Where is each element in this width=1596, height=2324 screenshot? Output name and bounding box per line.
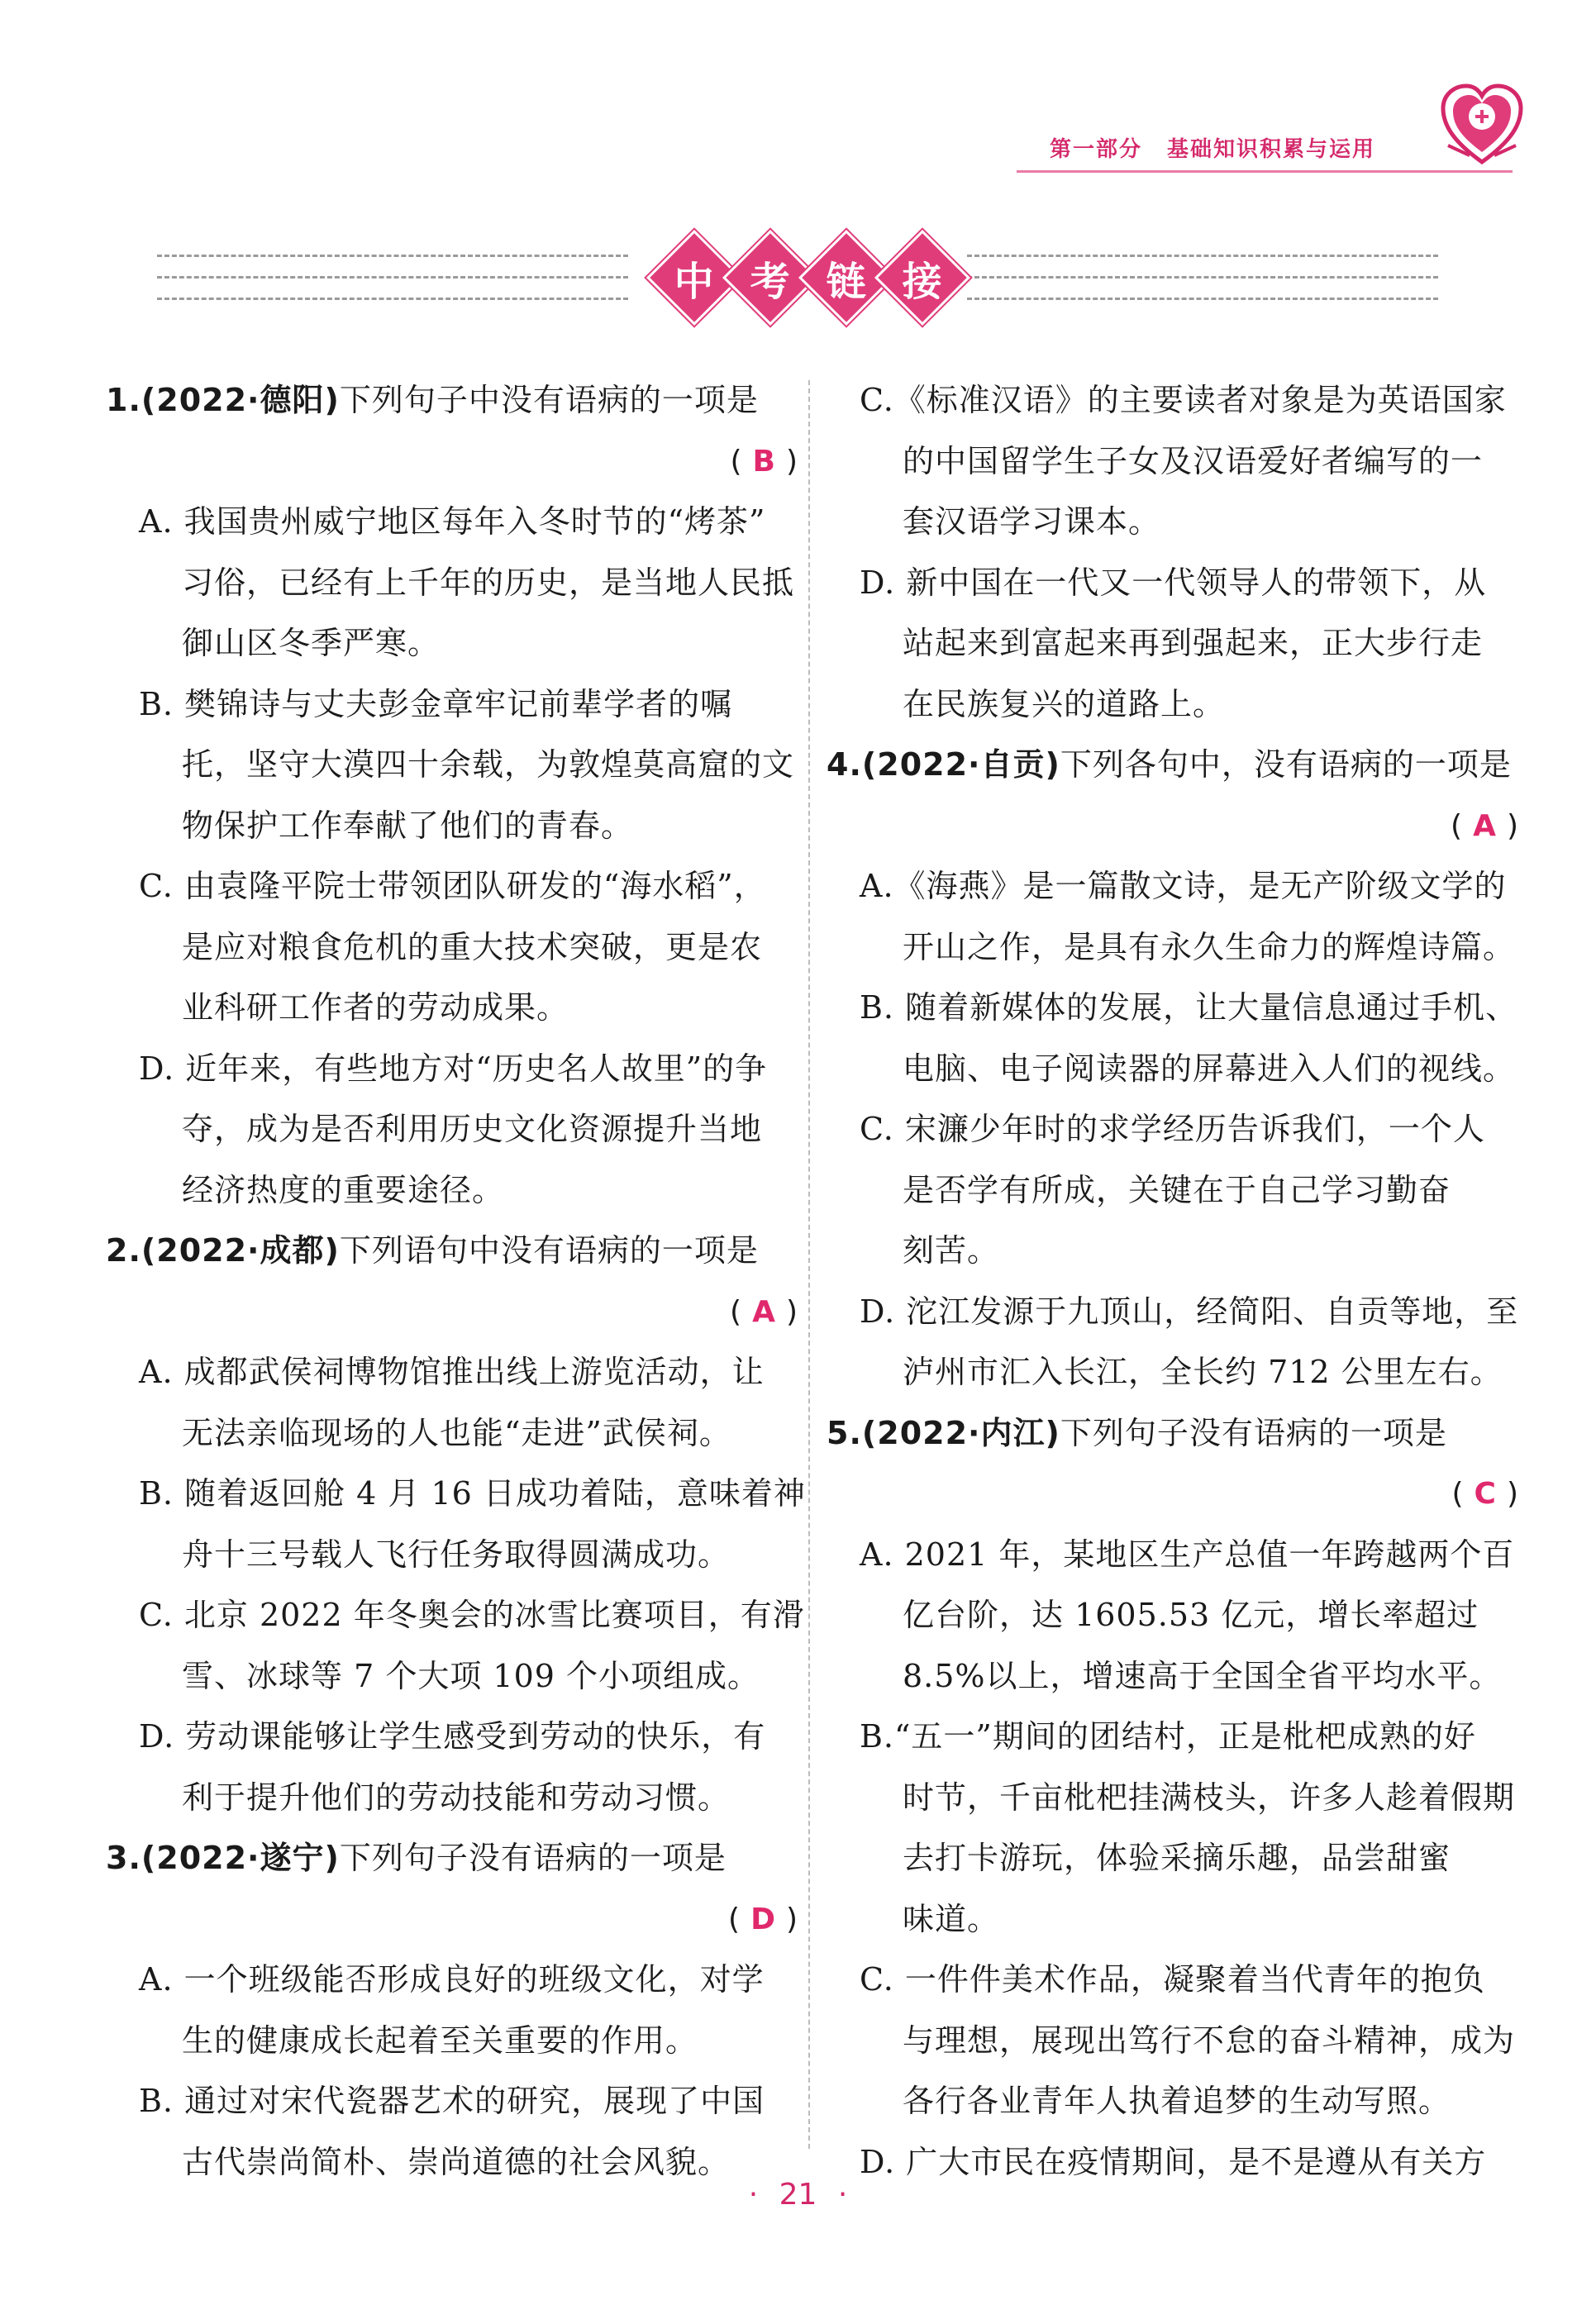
answer-bracket-close: ) [1506,808,1519,843]
answer-bracket [827,1464,1537,1525]
option-line: C. 一件件美术作品，凝聚着当代青年的抱负 [860,1961,1485,1998]
left-column [106,370,817,2193]
question-text: 下列句子没有语病的一项是 [1060,1414,1447,1451]
option-line: D. 广大市民在疫情期间，是不是遵从有关方 [860,2143,1487,2180]
answer-bracket-open: ( [730,444,743,479]
option-line: D. 近年来，有些地方对“历史名人故里”的争 [139,1050,768,1087]
question-source: (2022·遂宁) [141,1840,340,1876]
banner-dash-left-bottom [157,298,628,300]
option-continuation: 时节，千亩枇杷挂满枝头，许多人趁着假期 [903,1779,1516,1816]
answer-letter: B [752,444,776,479]
option-continuation: 在民族复兴的道路上。 [903,685,1226,722]
option-line: D. 新中国在一代又一代领导人的带领下，从 [860,564,1487,601]
banner-char-3: 链 [798,230,894,326]
header-underline [1017,170,1513,173]
page-number-value: 21 [779,2178,817,2212]
option-line: A.《海燕》是一篇散文诗，是无产阶级文学的 [860,868,1507,904]
question-number: 1. [106,382,141,418]
answer-bracket-open: ( [1451,1477,1465,1511]
answer-letter: C [1474,1477,1497,1511]
option-continuation: 业科研工作者的劳动成果。 [182,989,569,1026]
section-banner [157,240,1438,314]
banner-title [655,244,943,310]
header-text [1050,132,1400,163]
option-line: C. 宋濂少年时的求学经历告诉我们，一个人 [860,1111,1485,1147]
option-line: D. 沱江发源于九顶山，经简阳、自贡等地，至 [860,1293,1519,1330]
option-continuation: 套汉语学习课本。 [903,503,1161,540]
option-line: C.《标准汉语》的主要读者对象是为英语国家 [860,382,1507,418]
option-continuation: 与理想，展现出笃行不怠的奋斗精神，成为 [903,2022,1516,2059]
option-continuation: 站起来到富起来再到强起来，正大步行走 [903,625,1484,661]
option-continuation: 去打卡游玩，体验采摘乐趣，品尝甜蜜 [903,1840,1451,1876]
question-source: (2022·内江) [861,1414,1060,1451]
option-continuation: 各行各业青年人执着追梦的生动写照。 [903,2083,1451,2119]
header-section: 基础知识积累与运用 [1167,137,1376,162]
option-continuation: 是否学有所成，关键在于自己学习勤奋 [903,1171,1451,1208]
page-number-dot-left: · [748,2178,759,2212]
answer-bracket-close: ) [785,444,798,479]
option-continuation: 泸州市汇入长江，全长约 712 公里左右。 [903,1354,1503,1390]
option-continuation: 生的健康成长起着至关重要的作用。 [182,2022,698,2059]
option-line: A. 成都武侯祠博物馆推出线上游览活动，让 [139,1354,765,1390]
option-line: A. 我国贵州威宁地区每年入冬时节的“烤茶” [139,503,766,540]
option-line: C. 由袁隆平院士带领团队研发的“海水稻”， [139,868,766,904]
answer-letter: A [1473,808,1497,843]
option-continuation: 8.5%以上，增速高于全国全省平均水平。 [903,1657,1502,1694]
answer-bracket-open: ( [728,1902,741,1936]
answer-bracket [106,1889,817,1950]
question-stem [827,1403,1537,1464]
answer-bracket-close: ) [785,1294,798,1329]
option-line: D. 劳动课能够让学生感受到劳动的快乐，有 [139,1718,766,1755]
answer-bracket-open: ( [1451,808,1464,843]
option-continuation: 习俗，已经有上千年的历史，是当地人民抵 [182,564,795,601]
option-line: A. 2021 年，某地区生产总值一年跨越两个百 [860,1536,1515,1573]
option-continuation: 亿台阶，达 1605.53 亿元，增长率超过 [903,1597,1479,1633]
option-continuation: 托，坚守大漠四十余载，为敦煌莫高窟的文 [182,746,795,783]
question-stem [827,735,1537,796]
question-number: 2. [106,1232,141,1269]
option-continuation: 夺，成为是否利用历史文化资源提升当地 [182,1111,763,1147]
option-continuation: 舟十三号载人飞行任务取得圆满成功。 [182,1536,731,1573]
question-text: 下列句子中没有语病的一项是 [339,382,759,418]
banner-dash-right-bottom [967,298,1438,300]
option-line: B. 通过对宋代瓷器艺术的研究，展现了中国 [139,2083,765,2119]
option-line: B. 随着新媒体的发展，让大量信息通过手机、 [860,989,1518,1026]
option-continuation: 利于提升他们的劳动技能和劳动习惯。 [182,1779,731,1816]
answer-bracket-close: ) [1506,1477,1519,1511]
option-continuation: 电脑、电子阅读器的屏幕进入人们的视线。 [903,1050,1516,1087]
right-column [827,370,1537,2193]
option-line: B. 随着返回舱 4 月 16 日成功着陆，意味着神 [139,1475,806,1512]
question-source: (2022·成都) [141,1232,340,1269]
question-source: (2022·自贡) [861,746,1060,783]
page-number [0,2178,1596,2212]
question-stem [106,1828,817,1889]
banner-char-4: 接 [874,230,970,326]
option-continuation: 物保护工作奉献了他们的青春。 [182,807,634,844]
answer-letter: D [750,1902,776,1936]
question-number: 3. [106,1840,141,1876]
page-number-dot-right: · [837,2178,848,2212]
option-continuation: 的中国留学生子女及汉语爱好者编写的一 [903,442,1484,479]
option-continuation: 古代崇尚简朴、崇尚道德的社会风貌。 [182,2143,731,2180]
answer-bracket [106,431,817,493]
banner-dash-left-mid [157,276,628,279]
answer-bracket [106,1282,817,1343]
question-number: 5. [827,1414,862,1451]
banner-char-1: 中 [646,230,742,326]
option-line: C. 北京 2022 年冬奥会的冰雪比赛项目，有滑 [139,1597,805,1633]
heart-shield-logo-icon [1436,79,1527,170]
question-stem [106,370,817,431]
option-continuation: 刻苦。 [903,1232,1000,1269]
option-line: A. 一个班级能否形成良好的班级文化，对学 [139,1961,765,1998]
answer-bracket [827,796,1537,857]
option-continuation: 开山之作，是具有永久生命力的辉煌诗篇。 [903,928,1516,965]
option-line: B.“五一”期间的团结村，正是枇杷成熟的好 [860,1718,1476,1755]
question-text: 下列句子没有语病的一项是 [339,1840,727,1876]
question-text: 下列各句中，没有语病的一项是 [1060,746,1512,783]
option-continuation: 味道。 [903,1900,1000,1937]
question-text: 下列语句中没有语病的一项是 [339,1232,759,1269]
question-source: (2022·德阳) [141,382,340,418]
answer-bracket-close: ) [785,1902,798,1936]
option-continuation: 御山区冬季严寒。 [182,625,441,661]
option-continuation: 雪、冰球等 7 个大项 109 个小项组成。 [182,1657,760,1694]
banner-dash-right-mid [967,276,1438,279]
option-line: B. 樊锦诗与丈夫彭金章牢记前辈学者的嘱 [139,685,733,722]
answer-letter: A [752,1294,776,1329]
header-part: 第一部分 [1050,137,1143,162]
question-number: 4. [827,746,862,783]
answer-bracket-open: ( [730,1294,743,1329]
banner-dash-left-top [157,255,628,257]
banner-char-2: 考 [722,230,818,326]
question-stem [106,1221,817,1282]
option-continuation: 是应对粮食危机的重大技术突破，更是农 [182,928,763,965]
option-continuation: 经济热度的重要途径。 [182,1171,505,1208]
option-continuation: 无法亲临现场的人也能“走进”武侯祠。 [182,1414,731,1451]
banner-dash-right-top [967,255,1438,257]
